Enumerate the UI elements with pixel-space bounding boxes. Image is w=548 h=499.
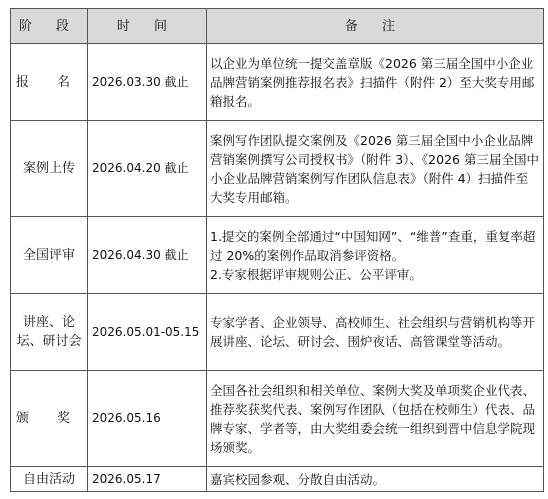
table-row [11, 467, 544, 492]
note-cell: 专家学者、企业领导、高校师生、社会组织与营销机构等开展讲座、论坛、研讨会、围炉夜话、高管课堂等活动。 [207, 294, 544, 371]
note-cell: 全国各社会组织和相关单位、案例大奖及单项奖企业代表、推荐奖获奖代表、案例写作团队（包括在校师生）代表、品牌专家、学者等，由大奖组委会统一组织到晋中信息学院现场颁奖。 [207, 371, 544, 467]
time-cell: 2026.04.20 截止 [88, 121, 207, 217]
stage-cell: 颁 奖 [11, 371, 88, 467]
stage-line: 坛、研讨会 [16, 334, 82, 349]
table-row [11, 217, 544, 294]
time-cell: 2026.05.01-05.15 [88, 294, 207, 371]
stage-cell [11, 294, 88, 371]
table-row [11, 121, 544, 217]
header-time: 时 间 [88, 9, 207, 44]
stage-cell: 全国评审 [11, 217, 88, 294]
note-cell: 案例写作团队提交案例及《2026 第三届全国中小企业品牌营销案例撰写公司授权书》（附件 3）、《2026 第三届全国中小企业品牌营销案例写作团队信息表》（附件 4）扫描件至大奖专用邮箱。 [207, 121, 544, 217]
table-header-row [11, 9, 544, 44]
note-line: 1.提交的案例全部通过“中国知网”、“维普”查重，重复率超过 20%的案例作品取消参评资格。 [210, 228, 536, 263]
time-cell: 2026.05.16 [88, 371, 207, 467]
stage-cell: 自由活动 [11, 467, 88, 492]
header-note: 备 注 [207, 9, 544, 44]
stage-cell: 报 名 [11, 44, 88, 121]
note-cell: 以企业为单位统一提交盖章版《2026 第三届全国中小企业品牌营销案例推荐报名表》扫描件（附件 2）至大奖专用邮箱报名。 [207, 44, 544, 121]
header-stage: 阶 段 [11, 9, 88, 44]
time-cell: 2026.04.30 截止 [88, 217, 207, 294]
stage-line: 讲座、论 [22, 315, 75, 330]
time-cell: 2026.03.30 截止 [88, 44, 207, 121]
note-cell [207, 217, 544, 294]
note-cell: 嘉宾校园参观、分散自由活动。 [207, 467, 544, 492]
stage-cell: 案例上传 [11, 121, 88, 217]
table-row [11, 294, 544, 371]
table-row [11, 44, 544, 121]
table-row [11, 371, 544, 467]
schedule-table [10, 8, 544, 492]
time-cell: 2026.05.17 [88, 467, 207, 492]
note-line: 2.专家根据评审规则公正、公平评审。 [210, 266, 422, 282]
